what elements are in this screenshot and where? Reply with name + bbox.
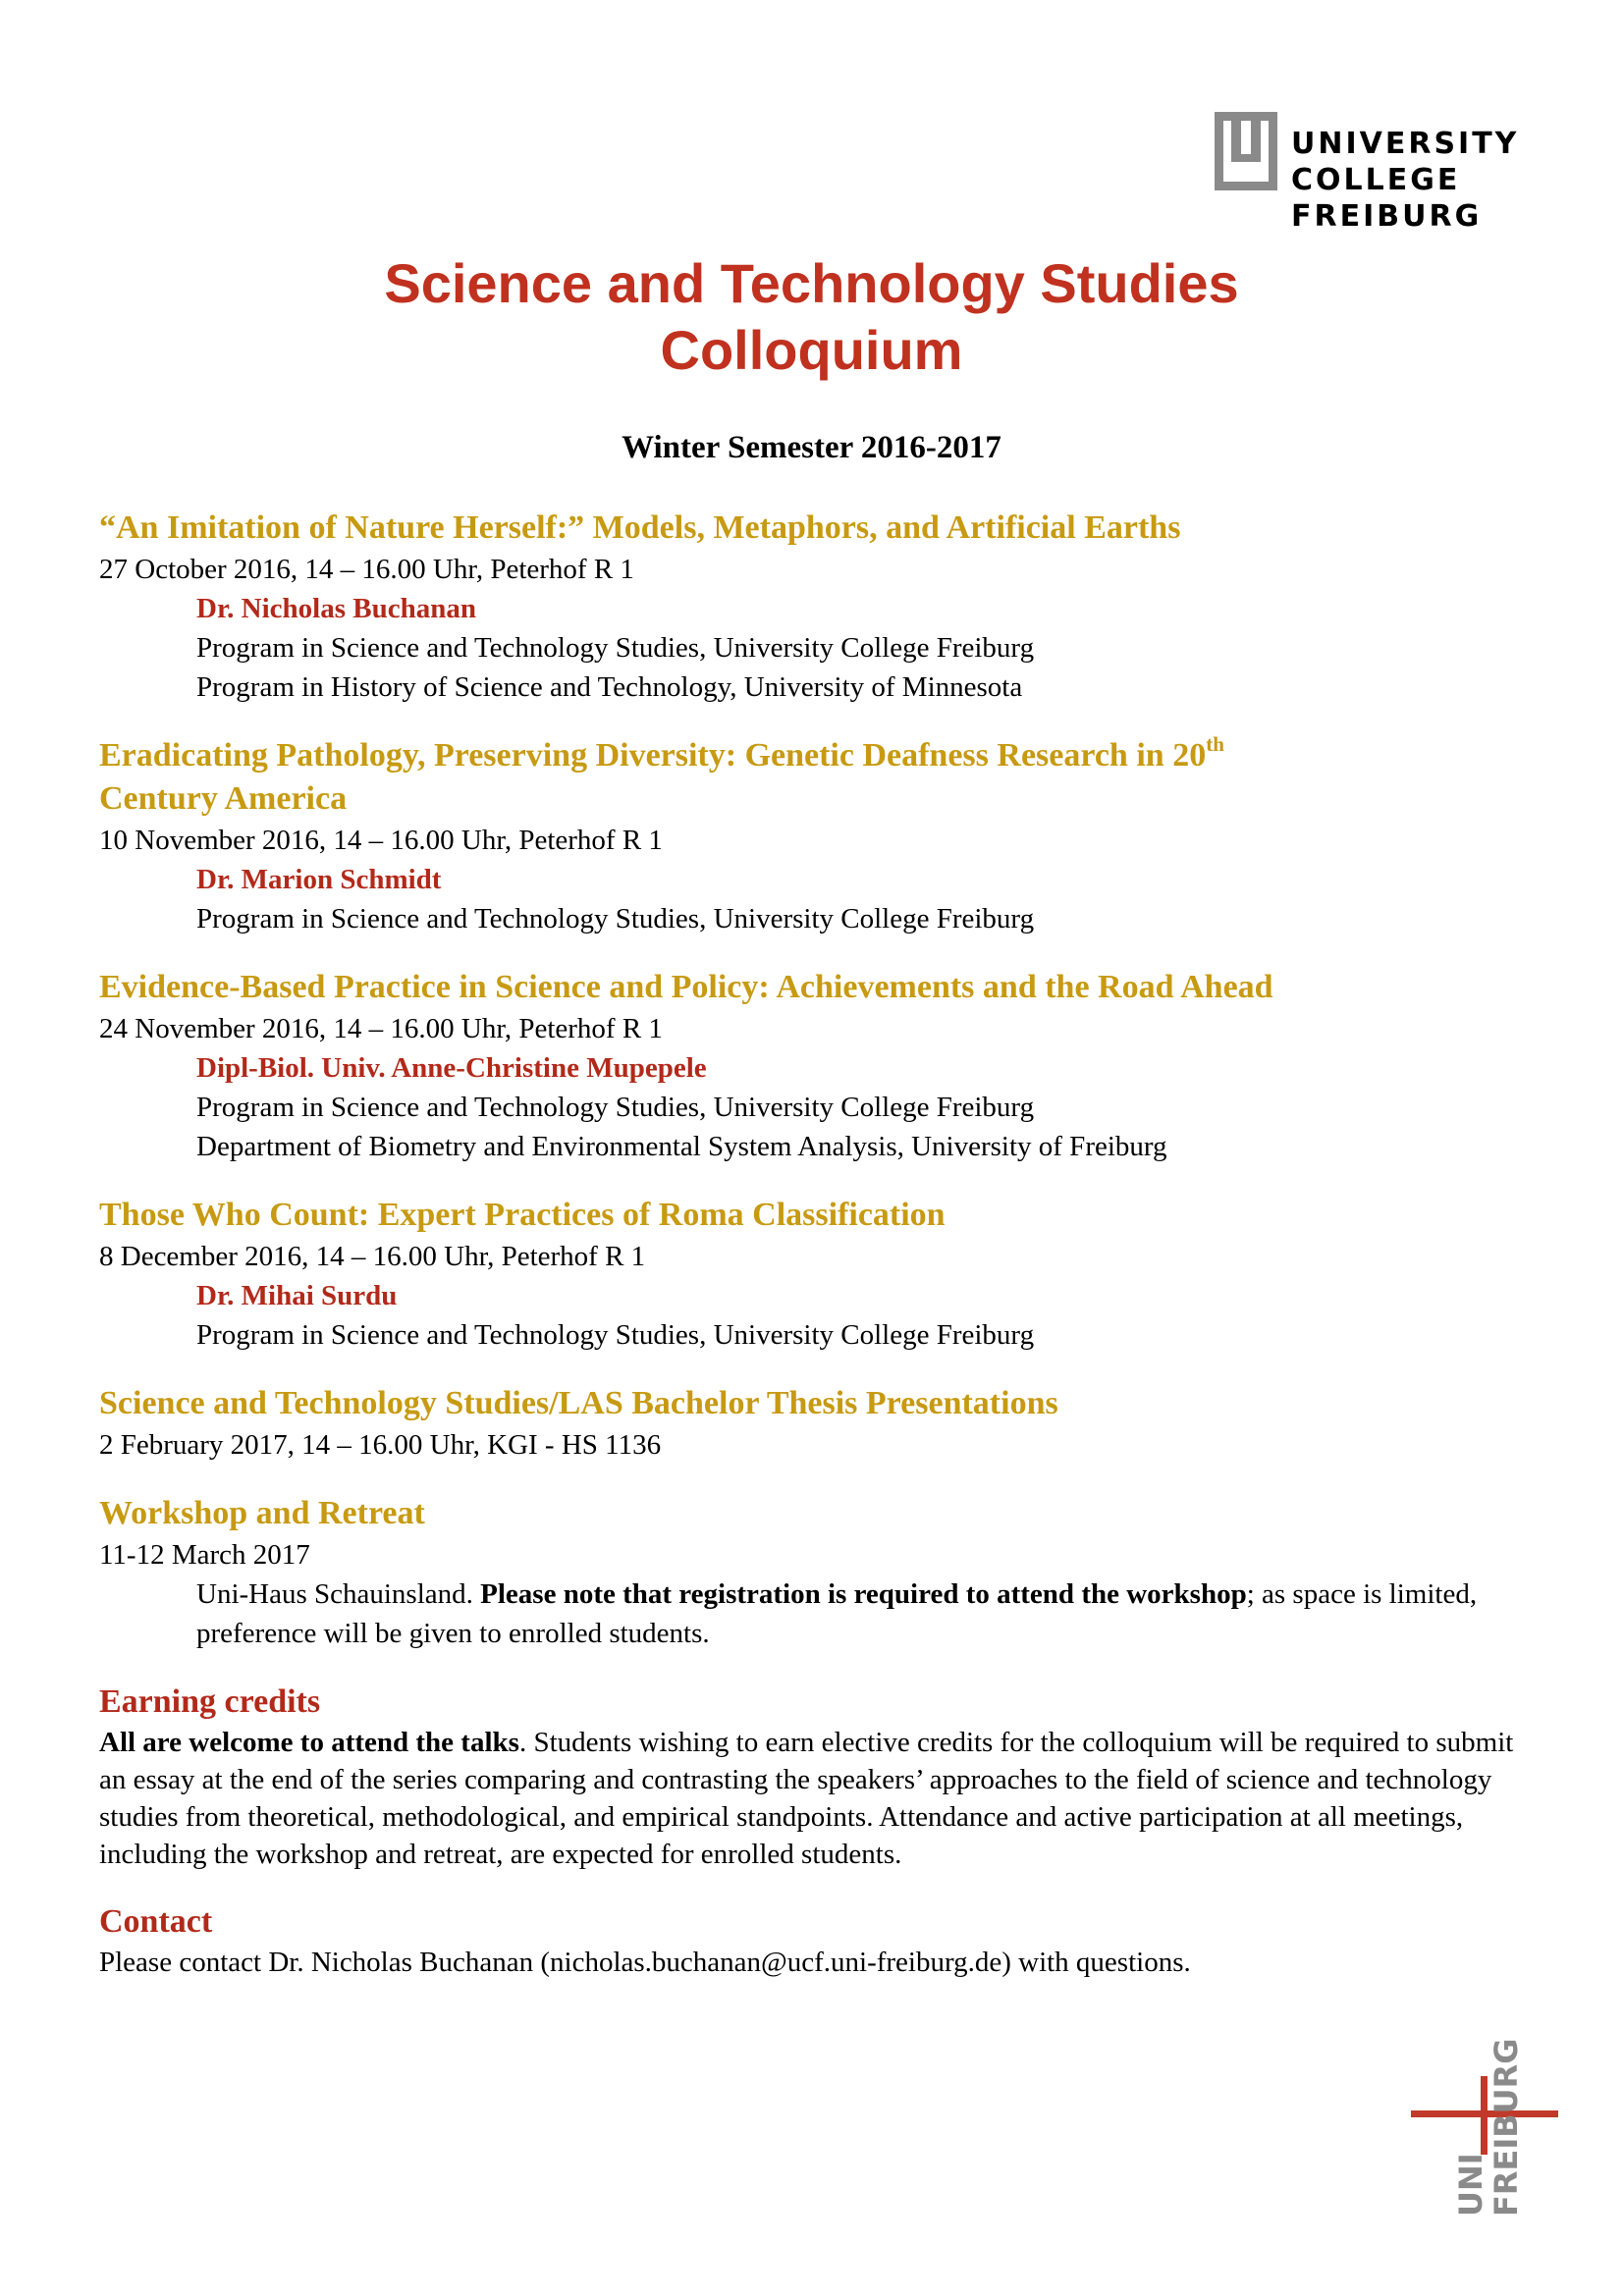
contact-section	[99, 1900, 1533, 1981]
event-note	[99, 1575, 1533, 1653]
ucf-logo-text	[1291, 126, 1519, 235]
uni-logo-freiburg-text: FREIBURG	[1488, 2038, 1525, 2216]
event-affiliation: Program in Science and Technology Studies, University College Freiburg	[196, 632, 1035, 664]
event-speaker: Dr. Mihai Surdu	[196, 1280, 398, 1311]
event-datetime: 24 November 2016, 14 – 16.00 Uhr, Peterhof R 1	[99, 1013, 663, 1044]
event-affiliation: Program in Science and Technology Studies, University College Freiburg	[196, 1092, 1035, 1123]
contact-text: Please contact Dr. Nicholas Buchanan (nicholas.buchanan@ucf.uni-freiburg.de) with questions.	[99, 1947, 1191, 1978]
event-affiliation: Department of Biometry and Environmental System Analysis, University of Freiburg	[196, 1131, 1167, 1162]
logo-line-college: COLLEGE	[1291, 163, 1461, 197]
event-item	[99, 507, 1533, 707]
uni-logo-uni-text: UNI	[1452, 2153, 1489, 2216]
event-item	[99, 966, 1533, 1166]
credits-heading: Earning credits	[99, 1683, 321, 1720]
event-item	[99, 1194, 1533, 1355]
event-item	[99, 1492, 1533, 1653]
event-title-part-2: Century America	[99, 780, 348, 817]
event-list	[99, 507, 1533, 1981]
event-affiliation: Program in Science and Technology Studies, University College Freiburg	[196, 903, 1035, 934]
event-datetime: 8 December 2016, 14 – 16.00 Uhr, Peterhof R 1	[99, 1241, 646, 1272]
event-affiliation: Program in Science and Technology Studies, University College Freiburg	[196, 1319, 1035, 1351]
credits-text: . Students wishing to earn elective credits for the colloquium will be required to submit an essay at the end of the series comparing and contrasting the speakers’ approaches to the field of science and technology studies from theoretical, methodological, and empirical standpoints. Attendance and active participation at all meetings, including the workshop and retreat, are expected for enrolled students.	[99, 1727, 1514, 1870]
page-title	[0, 250, 1623, 384]
event-title: “An Imitation of Nature Herself:” Models, Metaphors, and Artificial Earths	[99, 509, 1181, 546]
event-title-part-1: Eradicating Pathology, Preserving Diversity: Genetic Deafness Research in 20	[99, 737, 1207, 774]
uni-logo-vertical-bar	[1481, 2076, 1488, 2155]
event-title: Science and Technology Studies/LAS Bachelor Thesis Presentations	[99, 1385, 1058, 1421]
event-title: Evidence-Based Practice in Science and Policy: Achievements and the Road Ahead	[99, 969, 1273, 1005]
semester-heading: Winter Semester 2016-2017	[622, 430, 1001, 465]
event-title: Those Who Count: Expert Practices of Roma Classification	[99, 1197, 946, 1233]
event-item	[99, 1382, 1533, 1465]
contact-heading: Contact	[99, 1903, 213, 1940]
event-datetime: 11-12 March 2017	[99, 1539, 310, 1571]
logo-line-freiburg: FREIBURG	[1291, 199, 1483, 234]
note-bold-text: Please note that registration is required to attend the workshop	[480, 1578, 1247, 1610]
note-text: ; as space is limited, preference will be given to enrolled students.	[196, 1578, 1478, 1649]
credits-bold-lead: All are welcome to attend the talks	[99, 1727, 519, 1758]
title-line-2: Colloquium	[660, 319, 963, 381]
event-speaker: Dr. Marion Schmidt	[196, 864, 442, 895]
credits-paragraph	[99, 1724, 1523, 1873]
event-datetime: 10 November 2016, 14 – 16.00 Uhr, Peterhof R 1	[99, 825, 663, 856]
university-college-freiburg-logo	[1215, 112, 1519, 235]
event-datetime: 2 February 2017, 14 – 16.00 Uhr, KGI - HS 1136	[99, 1429, 662, 1461]
title-line-1: Science and Technology Studies	[384, 252, 1239, 314]
event-speaker: Dr. Nicholas Buchanan	[196, 593, 476, 624]
note-text: Uni-Haus Schauinsland.	[196, 1578, 481, 1610]
event-affiliation: Program in History of Science and Technology, University of Minnesota	[196, 671, 1023, 703]
event-item	[99, 731, 1533, 938]
logo-line-university: UNIVERSITY	[1291, 127, 1520, 161]
event-speaker: Dipl-Biol. Univ. Anne-Christine Mupepele	[196, 1052, 707, 1084]
event-datetime: 27 October 2016, 14 – 16.00 Uhr, Peterhof R 1	[99, 554, 634, 585]
event-title-superscript: th	[1206, 731, 1224, 756]
ucf-logo-mark-icon	[1215, 112, 1277, 190]
uni-freiburg-logo-icon	[1411, 1983, 1558, 2218]
event-title: Workshop and Retreat	[99, 1495, 425, 1531]
event-title	[99, 731, 1533, 821]
